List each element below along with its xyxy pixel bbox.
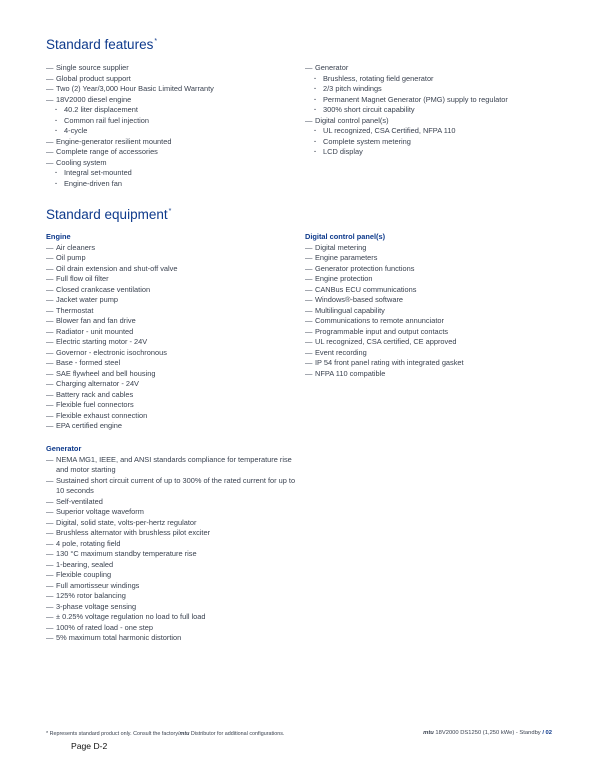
control-panel-subheading: Digital control panel(s) [305,232,386,241]
list-item: · LCD display [305,147,508,158]
footer-model-text: 18V2000 DS1250 (1,250 kWe) - Standby [433,730,541,736]
list-item: — Charging alternator - 24V [46,379,177,390]
list-item: · 40.2 liter displacement [46,105,214,116]
footnote-text-end: Distributor for additional configurations. [189,731,285,737]
list-item: — Air cleaners [46,243,177,254]
equipment-asterisk: * [168,208,172,215]
features-right-column [305,63,508,158]
list-item: · Complete system metering [305,137,508,148]
engine-subheading: Engine [46,232,71,241]
footnote-brand: mtu [179,731,190,737]
features-asterisk: * [154,38,158,45]
list-item: — Base - formed steel [46,358,177,369]
features-left-column [46,63,214,189]
list-item: — Oil pump [46,253,177,264]
list-item: · Integral set-mounted [46,168,214,179]
list-item: — Full amortisseur windings [46,581,301,592]
list-item: · Common rail fuel injection [46,116,214,127]
control-panel-column [305,232,464,379]
list-item: — Engine parameters [305,253,464,264]
list-item: · Engine-driven fan [46,179,214,190]
list-item: — Generator protection functions [305,264,464,275]
list-item: · Permanent Magnet Generator (PMG) supply to regulator [305,95,508,106]
list-item: — Communications to remote annunciator [305,316,464,327]
list-item: — Battery rack and cables [46,390,177,401]
list-item: — Superior voltage waveform [46,507,301,518]
list-item: · 2/3 pitch windings [305,84,508,95]
footer-page-number: 02 [545,730,552,736]
list-item: — Radiator - unit mounted [46,327,177,338]
list-item: — Brushless alternator with brushless pilot exciter [46,528,301,539]
list-item: — 4 pole, rotating field [46,539,301,550]
list-item: — Electric starting motor - 24V [46,337,177,348]
list-item: — Digital, solid state, volts-per-hertz regulator [46,518,301,529]
list-item: — Engine-generator resilient mounted [46,137,214,148]
page-label: Page D-2 [71,741,108,751]
list-item: — Generator [305,63,508,74]
list-item: — Oil drain extension and shut-off valve [46,264,177,275]
list-item: — 130 °C maximum standby temperature rise [46,549,301,560]
list-item: · 4-cycle [46,126,214,137]
list-item: — EPA certified engine [46,421,177,432]
footer-separator: / [540,730,546,736]
features-left-list [46,63,214,189]
engine-column [46,232,177,432]
list-item: — Event recording [305,348,464,359]
list-item: — 125% rotor balancing [46,591,301,602]
list-item: — Thermostat [46,306,177,317]
footer-brand: mtu [423,730,434,736]
list-item: — NFPA 110 compatible [305,369,464,380]
engine-list [46,243,177,432]
list-item: — Multilingual capability [305,306,464,317]
list-item: — Programmable input and output contacts [305,327,464,338]
list-item: — Engine protection [305,274,464,285]
list-item: — IP 54 front panel rating with integrated gasket [305,358,464,369]
standard-features-title: Standard features [46,37,154,52]
list-item: — 5% maximum total harmonic distortion [46,633,301,644]
standard-equipment-heading [46,207,171,222]
list-item: — Governor - electronic isochronous [46,348,177,359]
list-item: — Complete range of accessories [46,147,214,158]
generator-list [46,455,301,644]
generator-column [46,444,301,644]
list-item: — CANBus ECU communications [305,285,464,296]
standard-equipment-title: Standard equipment [46,207,168,222]
list-item: — Flexible coupling [46,570,301,581]
standard-features-heading [46,37,157,52]
list-item: — NEMA MG1, IEEE, and ANSI standards compliance for temperature rise and motor starting [46,455,301,476]
list-item: · Brushless, rotating field generator [305,74,508,85]
list-item: — Two (2) Year/3,000 Hour Basic Limited Warranty [46,84,214,95]
list-item: — UL recognized, CSA certified, CE approved [305,337,464,348]
list-item: — Digital control panel(s) [305,116,508,127]
list-item: — 18V2000 diesel engine [46,95,214,106]
footer-model [423,730,552,736]
list-item: — Flexible fuel connectors [46,400,177,411]
features-right-list [305,63,508,158]
footnote [46,731,284,737]
list-item: — SAE flywheel and bell housing [46,369,177,380]
list-item: — Blower fan and fan drive [46,316,177,327]
list-item: — 3-phase voltage sensing [46,602,301,613]
list-item: — Single source supplier [46,63,214,74]
control-panel-list [305,243,464,380]
list-item: — Windows®-based software [305,295,464,306]
generator-subheading: Generator [46,444,82,453]
footnote-text-start: * Represents standard product only. Consult the factory/ [46,731,180,737]
list-item: — Full flow oil filter [46,274,177,285]
list-item: — Self-ventilated [46,497,301,508]
list-item: — Cooling system [46,158,214,169]
list-item: — Jacket water pump [46,295,177,306]
list-item: — Global product support [46,74,214,85]
list-item: · UL recognized, CSA Certified, NFPA 110 [305,126,508,137]
list-item: — Digital metering [305,243,464,254]
list-item: — 1-bearing, sealed [46,560,301,571]
list-item: — ± 0.25% voltage regulation no load to full load [46,612,301,623]
list-item: — Flexible exhaust connection [46,411,177,422]
list-item: — Sustained short circuit current of up to 300% of the rated current for up to 10 seconds [46,476,301,497]
list-item: — Closed crankcase ventilation [46,285,177,296]
list-item: · 300% short circuit capability [305,105,508,116]
list-item: — 100% of rated load - one step [46,623,301,634]
